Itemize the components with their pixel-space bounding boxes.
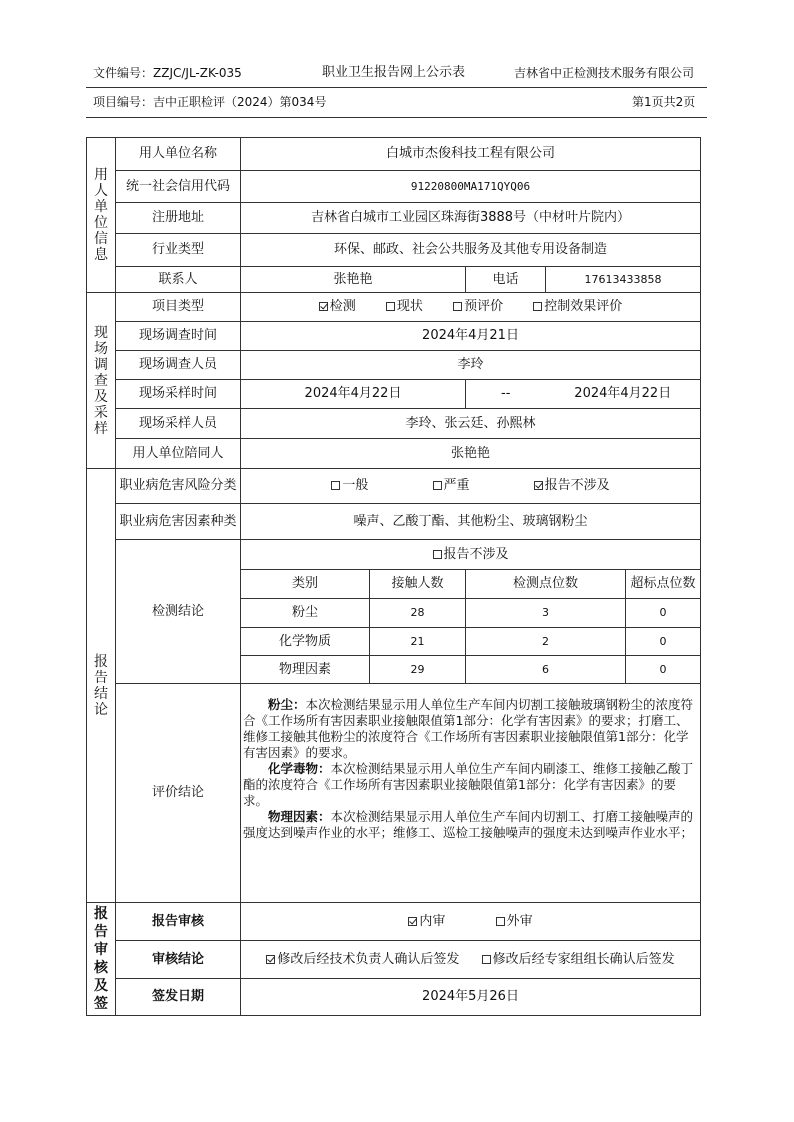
sampling-separator: -- [466, 380, 546, 409]
option-external-audit[interactable]: 外审 [496, 914, 533, 930]
detect-not-applicable [241, 540, 701, 570]
eval-conclusion-label: 评价结论 [116, 684, 241, 903]
section-review-issue: 报 告 审 核 及 签 [87, 903, 116, 1016]
checkbox-icon[interactable] [482, 955, 491, 964]
checkbox-icon[interactable] [331, 481, 340, 490]
row-category: 物理因素 [241, 656, 370, 684]
project-type-options [241, 293, 701, 322]
header-divider [86, 87, 707, 88]
audit-label: 报告审核 [116, 903, 241, 941]
hazard-factors-label: 职业病危害因素种类 [116, 504, 241, 540]
option-risk-not-applicable[interactable]: 报告不涉及 [534, 478, 610, 494]
checkbox-icon[interactable] [433, 481, 442, 490]
doc-number: 文件编号：ZZJC/JL-ZK-035 [93, 66, 242, 80]
row-exposed: 21 [370, 628, 466, 656]
contact-name: 张艳艳 [241, 267, 466, 293]
header-divider-2 [86, 117, 707, 118]
option-testing[interactable]: 检测 [319, 299, 356, 315]
option-risk-general[interactable]: 一般 [331, 478, 368, 494]
col-header-exceed: 超标点位数 [626, 570, 701, 599]
surveyor: 李玲 [241, 351, 701, 380]
option-pre-evaluation[interactable]: 预评价 [453, 299, 503, 315]
industry: 环保、邮政、社会公共服务及其他专用设备制造 [241, 234, 701, 267]
checkbox-checked-icon[interactable] [319, 302, 328, 311]
employer-name: 白城市杰俊科技工程有限公司 [241, 138, 701, 171]
option-internal-audit[interactable]: 内审 [408, 914, 445, 930]
section-report-conclusion: 报 告 结 论 [87, 469, 116, 903]
row-points: 3 [466, 599, 626, 628]
phone-label: 电话 [466, 267, 546, 293]
review-result-label: 审核结论 [116, 941, 241, 979]
sampling-start-date: 2024年4月22日 [241, 380, 466, 409]
sampling-end-date: 2024年4月22日 [546, 380, 701, 409]
eval-conclusion-text [241, 684, 701, 903]
contact-label: 联系人 [116, 267, 241, 293]
issue-date-label: 签发日期 [116, 979, 241, 1016]
issue-date: 2024年5月26日 [241, 979, 701, 1016]
company-name: 吉林省中正检测技术服务有限公司 [514, 66, 695, 80]
row-exposed: 28 [370, 599, 466, 628]
row-exceed: 0 [626, 628, 701, 656]
row-category: 化学物质 [241, 628, 370, 656]
companion-label: 用人单位陪同人 [116, 439, 241, 469]
audit-options [241, 903, 701, 941]
sampling-time-label: 现场采样时间 [116, 380, 241, 409]
address: 吉林省白城市工业园区珠海街3888号（中材叶片院内） [241, 203, 701, 234]
col-header-points: 检测点位数 [466, 570, 626, 599]
row-exceed: 0 [626, 599, 701, 628]
page-title: 职业卫生报告网上公示表 [322, 65, 466, 80]
section-survey-sampling: 现 场 调 查 及 采 样 [87, 293, 116, 469]
section-employer-info: 用 人 单 位 信 息 [87, 138, 116, 293]
col-header-exposed: 接触人数 [370, 570, 466, 599]
checkbox-icon[interactable] [453, 302, 462, 311]
credit-code: 91220800MA171QYQ06 [241, 171, 701, 203]
employer-name-label: 用人单位名称 [116, 138, 241, 171]
row-points: 2 [466, 628, 626, 656]
checkbox-checked-icon[interactable] [408, 917, 417, 926]
sampler: 李玲、张云廷、孙熙林 [241, 409, 701, 439]
checkbox-icon[interactable] [433, 550, 442, 559]
checkbox-checked-icon[interactable] [266, 955, 275, 964]
page-indicator: 第1页共2页 [632, 95, 696, 109]
industry-label: 行业类型 [116, 234, 241, 267]
detect-conclusion-label: 检测结论 [116, 540, 241, 684]
disclosure-table [86, 137, 701, 1016]
row-points: 6 [466, 656, 626, 684]
project-number: 项目编号：吉中正职检评（2024）第034号 [93, 95, 327, 109]
hazard-factors: 噪声、乙酸丁酯、其他粉尘、玻璃钢粉尘 [241, 504, 701, 540]
project-type-label: 项目类型 [116, 293, 241, 322]
option-current-status[interactable]: 现状 [386, 299, 423, 315]
option-tech-lead-confirm[interactable]: 修改后经技术负责人确认后签发 [266, 952, 459, 968]
checkbox-icon[interactable] [533, 302, 542, 311]
eval-paragraph-dust: 粉尘：本次检测结果显示用人单位生产车间内切割工接触玻璃钢粉尘的浓度符合《工作场所有害因素职业接触限值第1部分：化学有害因素》的要求；打磨工、维修工接触其他粉尘的浓度符合《工作场所有害因素职业接触限值第1部分：化学有害因素》的要求。 [243, 697, 694, 760]
option-detect-not-applicable[interactable]: 报告不涉及 [433, 547, 509, 563]
checkbox-icon[interactable] [386, 302, 395, 311]
survey-time-label: 现场调查时间 [116, 322, 241, 351]
col-header-category: 类别 [241, 570, 370, 599]
risk-class-options [241, 469, 701, 504]
risk-class-label: 职业病危害风险分类 [116, 469, 241, 504]
surveyor-label: 现场调查人员 [116, 351, 241, 380]
companion: 张艳艳 [241, 439, 701, 469]
option-expert-lead-confirm[interactable]: 修改后经专家组组长确认后签发 [482, 952, 675, 968]
eval-paragraph-chemical: 化学毒物：本次检测结果显示用人单位生产车间内刷漆工、维修工接触乙酸丁酯的浓度符合《工作场所有害因素职业接触限值第1部分：化学有害因素》的要求。 [243, 761, 694, 808]
option-control-effect[interactable]: 控制效果评价 [533, 299, 622, 315]
row-exceed: 0 [626, 656, 701, 684]
checkbox-icon[interactable] [496, 917, 505, 926]
option-risk-severe[interactable]: 严重 [433, 478, 470, 494]
eval-paragraph-physical: 物理因素：本次检测结果显示用人单位生产车间内切割工、打磨工接触噪声的强度达到噪声作业的水平；维修工、巡检工接触噪声的强度未达到噪声作业水平； [243, 809, 694, 840]
row-exposed: 29 [370, 656, 466, 684]
survey-time: 2024年4月21日 [241, 322, 701, 351]
address-label: 注册地址 [116, 203, 241, 234]
row-category: 粉尘 [241, 599, 370, 628]
checkbox-checked-icon[interactable] [534, 481, 543, 490]
review-result-options [241, 941, 701, 979]
credit-code-label: 统一社会信用代码 [116, 171, 241, 203]
sampler-label: 现场采样人员 [116, 409, 241, 439]
phone-number: 17613433858 [546, 267, 701, 293]
